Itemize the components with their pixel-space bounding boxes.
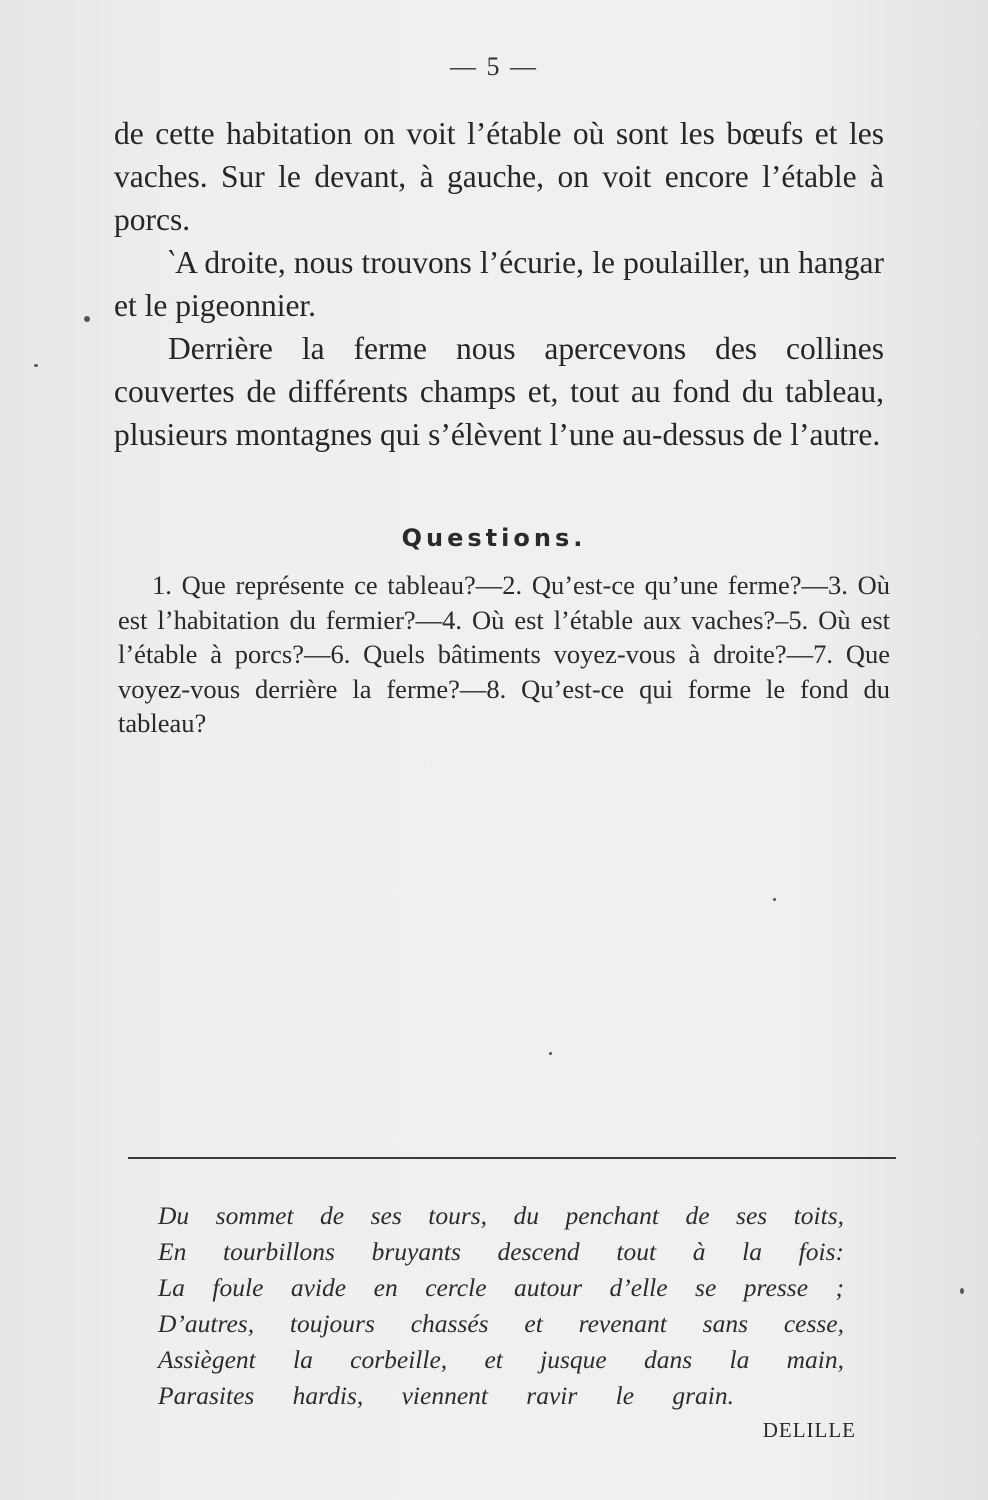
poem-line-4: D’autres, toujours chassés et revenant sans cesse, (158, 1309, 844, 1338)
poem-line-2: En tourbillons bruyants descend tout à la fois: (158, 1237, 844, 1266)
ink-speck (549, 1052, 552, 1055)
body-text (114, 112, 884, 456)
poem-line-6: Parasites hardis, viennent ravir le grain. (158, 1381, 734, 1410)
questions-text: 1. Que représente ce tableau?—2. Qu’est-ce qu’une ferme?—3. Où est l’habitation du fermier?—4. Où est l’étable aux vaches?–5. Où est l’étable à porcs?—6. Quels bâtiments voyez-vous à droite?—7. Que voyez-vous derrière la ferme?—8. Qu’est-ce qui forme le fond du tableau? (118, 570, 890, 738)
ink-speck (84, 316, 90, 322)
poem-author: DELILLE (762, 1418, 856, 1442)
poem-line-3: La foule avide en cercle autour d’elle se presse ; (158, 1273, 844, 1302)
questions-heading: Questions. (401, 524, 587, 552)
poem-line-1: Du sommet de ses tours, du penchant de ses toits, (158, 1201, 844, 1230)
paragraph-2: ‵A droite, nous trouvons l’écurie, le poulailler, un hangar et le pigeonnier. (114, 245, 884, 323)
section-divider (128, 1157, 896, 1159)
page-number: — 5 — (450, 52, 538, 81)
poem-quote (158, 1198, 878, 1414)
paragraph-3: Derrière la ferme nous apercevons des collines couvertes de différents champs et, tout au fond du tableau, plusieurs montagnes qui s’élèvent l’une au-dessus de l’autre. (114, 331, 884, 452)
ink-speck (34, 364, 38, 367)
poem-line-5: Assiègent la corbeille, et jusque dans la main, (158, 1345, 844, 1374)
ink-speck (773, 898, 776, 901)
ink-speck (960, 1288, 964, 1294)
paragraph-1: de cette habitation on voit l’étable où sont les bœufs et les vaches. Sur le devant, à gauche, on voit encore l’étable à porcs. (114, 116, 884, 237)
